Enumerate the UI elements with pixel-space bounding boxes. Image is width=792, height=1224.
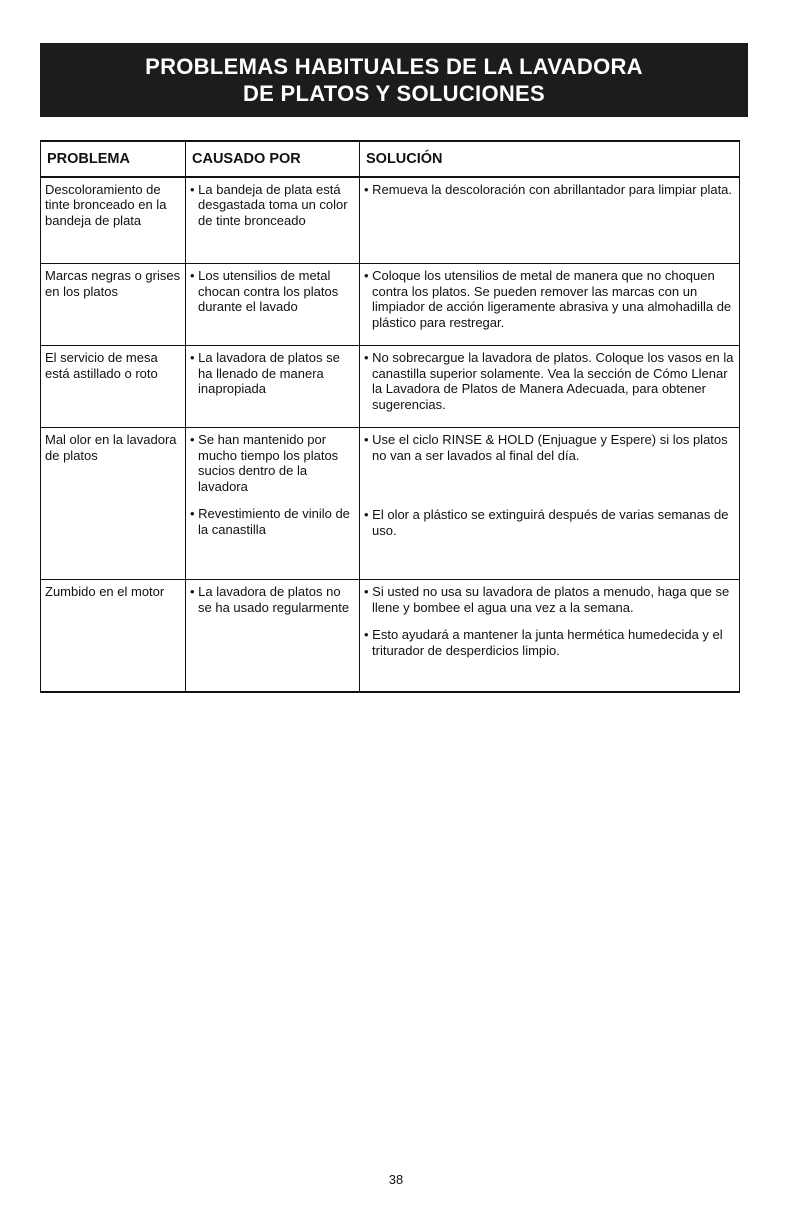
cause-cell xyxy=(186,177,360,264)
cause-item: • La lavadora de platos no se ha usado regularmente xyxy=(190,584,350,615)
cause-cell xyxy=(186,428,360,580)
cause-item: • Los utensilios de metal chocan contra los platos durante el lavado xyxy=(190,268,339,314)
solution-item: • Remueva la descoloración con abrillantador para limpiar plata. xyxy=(364,181,733,197)
solution-item: • No sobrecargue la lavadora de platos. Coloque los vasos en la canastilla superior solamente. Vea la sección de Cómo Llenar la Lavadora de Platos de Manera Adecuada, para obtener sugerencias. xyxy=(364,350,734,412)
cause-cell xyxy=(186,580,360,692)
header-cause: CAUSADO POR xyxy=(186,141,360,177)
cause-cell xyxy=(186,346,360,428)
solution-item: • El olor a plástico se extinguirá después de varias semanas de uso. xyxy=(364,507,729,538)
solution-cell xyxy=(360,177,740,264)
solution-item: • Coloque los utensilios de metal de manera que no choquen contra los platos. Se pueden remover las marcas con un limpiador de acción ligeramente abrasiva y una almohadilla de plástico para restregar. xyxy=(364,268,732,330)
table-row xyxy=(41,428,740,580)
table-header-row xyxy=(41,141,740,177)
cause-item: • Revestimiento de vinilo de la canastilla xyxy=(190,506,350,537)
cause-item: • La bandeja de plata está desgastada toma un color de tinte bronceado xyxy=(190,181,348,228)
table-row xyxy=(41,264,740,346)
header-problem: PROBLEMA xyxy=(41,141,186,177)
problem-cell: Mal olor en la lavadora de platos xyxy=(41,428,186,580)
header-solution: SOLUCIÓN xyxy=(360,141,740,177)
page-title-line-1: PROBLEMAS HABITUALES DE LA LAVADORA xyxy=(145,54,643,79)
cause-cell xyxy=(186,264,360,346)
solution-cell xyxy=(360,580,740,692)
cause-item: • Se han mantenido por mucho tiempo los platos sucios dentro de la lavadora xyxy=(190,432,339,494)
table-row xyxy=(41,177,740,264)
page-title-banner xyxy=(40,43,748,117)
troubleshooting-table xyxy=(40,140,740,693)
problem-cell: Marcas negras o grises en los platos xyxy=(41,264,186,346)
solution-cell xyxy=(360,264,740,346)
cause-item: • La lavadora de platos se ha llenado de manera inapropiada xyxy=(190,350,340,396)
page-number: 38 xyxy=(388,1172,404,1187)
table-row xyxy=(41,580,740,692)
table-row xyxy=(41,346,740,428)
problem-cell: El servicio de mesa está astillado o roto xyxy=(41,346,186,428)
solution-item: • Si usted no usa su lavadora de platos a menudo, haga que se llene y bombee el agua una vez a la semana. xyxy=(364,584,730,615)
solution-cell xyxy=(360,346,740,428)
solution-item: • Esto ayudará a mantener la junta hermética humedecida y el triturador de desperdicios limpio. xyxy=(364,627,723,658)
solution-item: • Use el ciclo RINSE & HOLD (Enjuague y Espere) si los platos no van a ser lavados al final del día. xyxy=(364,432,728,463)
solution-cell xyxy=(360,428,740,580)
problem-cell: Descoloramiento de tinte bronceado en la bandeja de plata xyxy=(41,177,186,264)
problem-cell: Zumbido en el motor xyxy=(41,580,186,692)
page-title-line-2: DE PLATOS Y SOLUCIONES xyxy=(242,81,546,106)
